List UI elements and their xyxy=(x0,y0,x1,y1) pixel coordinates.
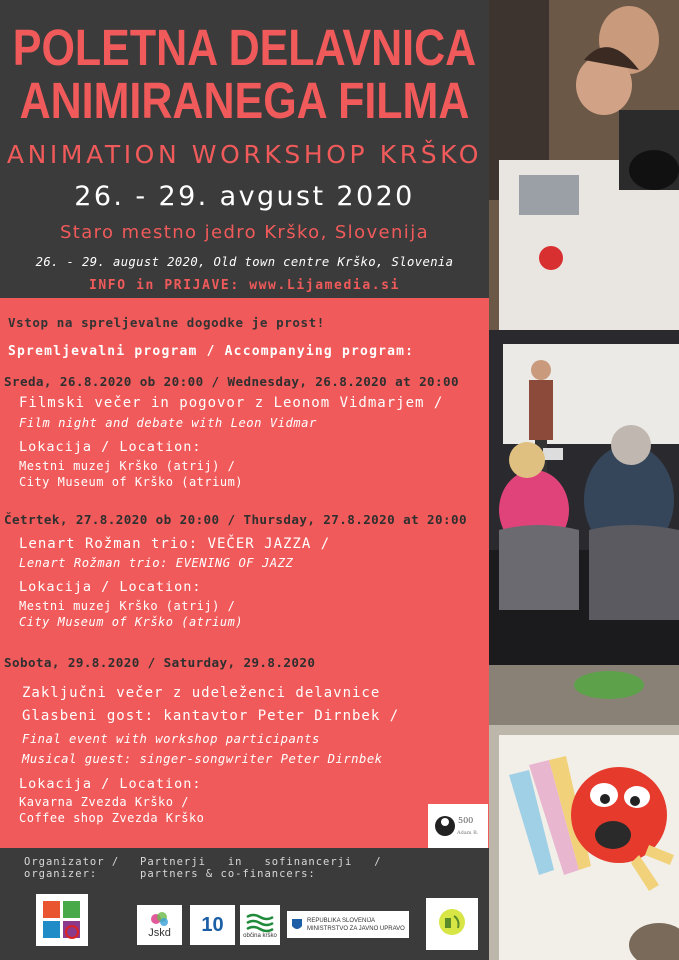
event-place-english: 26. - 29. august 2020, Old town centre Krško, Slovenia xyxy=(35,255,454,269)
event-3-location-en: Coffee shop Zvezda Krško xyxy=(19,811,205,825)
poster-footer xyxy=(0,848,489,960)
ministry-logo xyxy=(287,911,409,938)
workshop-photo xyxy=(489,0,679,330)
event-3-title-2: Glasbeni gost: kantavtor Peter Dirnbek / xyxy=(22,708,400,724)
event-3-day: Sobota, 29.8.2020 / Saturday, 29.8.2020 xyxy=(4,655,316,670)
jskd-label: Jskd xyxy=(148,927,171,939)
obcina-label: občina krško xyxy=(243,933,277,939)
title-line-2: ANIMIRANEGA FILMA xyxy=(19,73,470,130)
program-section xyxy=(0,298,489,848)
event-3-location: Kavarna Zvezda Krško / xyxy=(19,795,189,809)
free-entry-note: Vstop na spreljevalne dogodke je prost! xyxy=(8,315,325,330)
event-2-location-label: Lokacija / Location: xyxy=(19,579,202,595)
obcina-krsko-logo xyxy=(240,905,280,945)
event-1-location-en: City Museum of Krško (atrium) xyxy=(19,475,244,489)
covid-notice-logo xyxy=(426,898,478,950)
event-3-subtitle-2: Musical guest: singer-songwriter Peter Dirnbek xyxy=(22,752,383,766)
program-heading: Spremljevalni program / Accompanying program: xyxy=(8,344,415,359)
presentation-photo xyxy=(489,330,679,665)
partners-label: Partnerji in sofinancerji / partners & co-financers: xyxy=(140,856,382,880)
event-2-subtitle: Lenart Rožman trio: EVENING OF JAZZ xyxy=(19,556,294,570)
anniversary-logo xyxy=(428,804,488,848)
event-2-title: Lenart Rožman trio: VEČER JAZZA / xyxy=(19,536,331,552)
event-3-location-label: Lokacija / Location: xyxy=(19,776,202,792)
poster-header xyxy=(0,0,489,298)
event-1-title: Filmski večer in pogovor z Leonom Vidmarjem / xyxy=(19,395,444,411)
event-1-subtitle: Film night and debate with Leon Vidmar xyxy=(19,416,317,430)
title-english: ANIMATION WORKSHOP KRŠKO xyxy=(6,140,483,169)
jskd-logo xyxy=(137,905,182,945)
event-3-title: Zaključni večer z udeleženci delavnice xyxy=(22,685,381,701)
ministry-label: REPUBLIKA SLOVENIJA MINISTRSTVO ZA JAVNO UPRAVO xyxy=(307,917,405,932)
animation-cutout-photo xyxy=(489,665,679,960)
event-1-day: Sreda, 26.8.2020 ob 20:00 / Wednesday, 26.8.2020 at 20:00 xyxy=(4,374,459,389)
event-2-location: Mestni muzej Krško (atrij) / xyxy=(19,599,236,613)
event-3-subtitle: Final event with workshop participants xyxy=(22,732,320,746)
ten-years-label: 10 xyxy=(201,913,224,936)
svg-text:500: 500 xyxy=(458,816,474,825)
info-link[interactable]: INFO in PRIJAVE: www.Lijamedia.si xyxy=(88,278,401,293)
event-dates: 26. - 29. avgust 2020 xyxy=(74,181,415,212)
event-place: Staro mestno jedro Krško, Slovenija xyxy=(59,222,430,243)
event-2-location-en: City Museum of Krško (atrium) xyxy=(19,615,244,629)
title-line-1: POLETNA DELAVNICA xyxy=(12,20,477,77)
event-2-day: Četrtek, 27.8.2020 ob 20:00 / Thursday, 27.8.2020 at 20:00 xyxy=(4,512,467,527)
organizer-label: Organizator / organizer: xyxy=(24,856,120,880)
ten-years-logo xyxy=(190,905,235,945)
event-1-location-label: Lokacija / Location: xyxy=(19,439,202,455)
svg-text:Adam B.: Adam B. xyxy=(457,830,479,836)
organizer-logo xyxy=(36,894,88,946)
event-1-location: Mestni muzej Krško (atrij) / xyxy=(19,459,236,473)
